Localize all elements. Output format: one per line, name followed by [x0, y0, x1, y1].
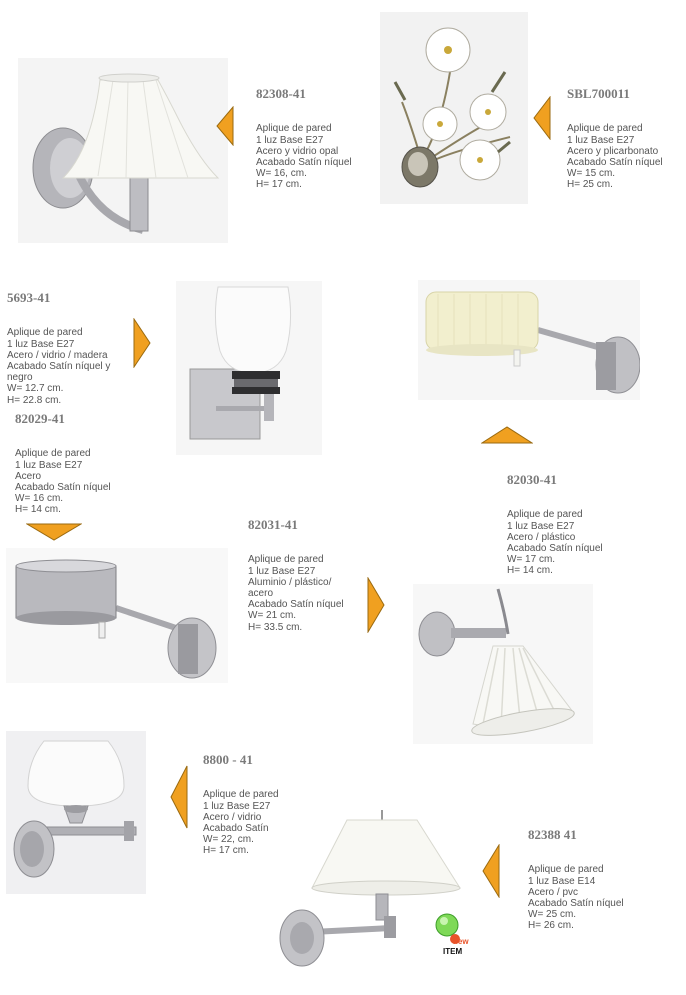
product-description: Aplique de pared 1 luz Base E27 Acero / plástico Acabado Satín níquel W= 17 cm. H= 14 cm.	[507, 509, 603, 577]
arrow-left-8800	[170, 765, 188, 829]
lamp-82308-photo	[18, 58, 228, 243]
arrow-right-82031	[367, 577, 385, 633]
product-description: Aplique de pared 1 luz Base E27 Acero Acabado Satín níquel W= 16 cm. H= 14 cm.	[15, 448, 111, 516]
product-code: 82308-41	[256, 86, 306, 101]
badge-new-label: new	[453, 937, 469, 946]
product-code: 82030-41	[507, 472, 557, 487]
product-description: Aplique de pared 1 luz Base E27 Aluminio / plástico/ acero Acabado Satín níquel W= 21 cm. H= 33.5 cm.	[248, 554, 344, 633]
product-description: Aplique de pared 1 luz Base E27 Acero / vidrio Acabado Satín W= 22, cm. H= 17 cm.	[203, 789, 279, 857]
arrow-down-82029	[26, 523, 82, 541]
new-item-badge	[431, 911, 473, 959]
product-code: 82388 41	[528, 827, 577, 842]
lamp-8800-photo	[6, 731, 146, 894]
badge-item-label: ITEM	[443, 947, 463, 956]
product-code: SBL700011	[567, 86, 630, 101]
arrow-left-sbl700011	[533, 96, 551, 140]
arrow-left-82308	[216, 106, 234, 146]
lamp-82029-photo	[6, 548, 228, 683]
product-code: 5693-41	[7, 290, 51, 305]
product-description: Aplique de pared 1 luz Base E27 Acero / vidrio / madera Acabado Satín níquel y negro W= 12.7 cm. H= 22.8 cm.	[7, 327, 111, 406]
product-code: 8800 - 41	[203, 752, 253, 767]
arrow-left-82388	[482, 844, 500, 898]
lamp-82031-photo	[413, 584, 593, 744]
product-code: 82031-41	[248, 517, 298, 532]
lamp-sbl700011-photo	[380, 12, 528, 204]
lamp-82030-photo	[418, 280, 640, 400]
lamp-5693-photo	[176, 281, 322, 455]
product-code: 82029-41	[15, 411, 65, 426]
arrow-up-82030	[481, 426, 533, 444]
arrow-right-5693	[133, 318, 151, 368]
product-description: Aplique de pared 1 luz Base E27 Acero y plicarbonato Acabado Satín níquel W= 15 cm. H= 25 cm.	[567, 123, 663, 191]
product-description: Aplique de pared 1 luz Base E27 Acero y vidrio opal Acabado Satín níquel W= 16, cm. H= 17 cm.	[256, 123, 352, 191]
product-description: Aplique de pared 1 luz Base E14 Acero / pvc Acabado Satín níquel W= 25 cm. H= 26 cm.	[528, 864, 624, 932]
